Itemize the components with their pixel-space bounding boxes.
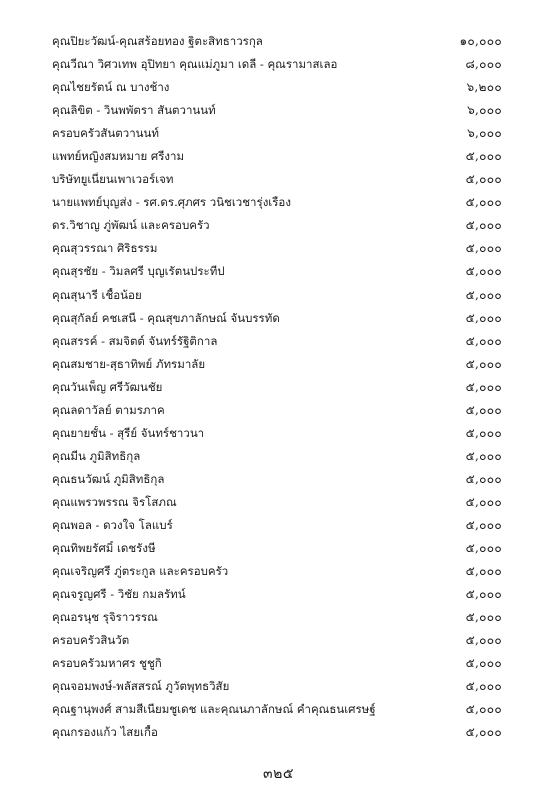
donation-amount: ๕,๐๐๐ bbox=[465, 379, 502, 394]
donor-name: คุณสุกัลย์ คชเสนี - คุณสุขภาลักษณ์ จันบรรทัด bbox=[52, 310, 280, 325]
donor-row bbox=[0, 149, 557, 172]
donor-row bbox=[0, 103, 557, 126]
donor-row bbox=[0, 80, 557, 103]
donation-amount: ๕,๐๐๐ bbox=[465, 610, 502, 625]
donation-amount: ๕,๐๐๐ bbox=[465, 587, 502, 602]
donor-name: คุณจอมพงษ์-พลัสสรณ์ ภูวัตพุทธวิสัย bbox=[52, 679, 230, 694]
donor-name: คุณอรนุช รุจิราวรรณ bbox=[52, 610, 158, 625]
donation-amount: ๕,๐๐๐ bbox=[465, 448, 502, 463]
donation-amount: ๕,๐๐๐ bbox=[465, 702, 502, 717]
donor-name: ดร.วิชาญ ภู่พัฒน์ และครอบครัว bbox=[52, 218, 210, 233]
donor-row bbox=[0, 702, 557, 725]
donor-name: คุณฐานุพงศ์ สามสีเนียมชูเดช และคุณนภาลักษณ์ คำคุณธนเศรษฐ์ bbox=[52, 702, 376, 717]
donation-amount: ๖,๐๐๐ bbox=[467, 103, 502, 118]
donor-list bbox=[0, 34, 557, 748]
donation-amount: ๖,๒๐๐ bbox=[466, 80, 502, 95]
page-number: ๓๒๕ bbox=[263, 766, 294, 782]
donor-name: คุณวีณา วิศวเทพ อุปิทยา คุณแม่ภูมา เดลี - คุณรามาสเลอ bbox=[52, 57, 338, 72]
donor-name: บริษัทยูเนี่ยนเพาเวอร์เจท bbox=[52, 172, 174, 187]
donation-amount: ๕,๐๐๐ bbox=[465, 356, 502, 371]
donation-amount: ๕,๐๐๐ bbox=[465, 218, 502, 233]
donation-amount: ๕,๐๐๐ bbox=[465, 402, 502, 417]
donor-name: คุณสมชาย-สุธาทิพย์ ภัทรมาลัย bbox=[52, 356, 206, 371]
donor-name: คุณลดาวัลย์ ตามรภาค bbox=[52, 402, 165, 417]
donor-row bbox=[0, 241, 557, 264]
donor-name: คุณกรองแก้ว ไสยเกื้อ bbox=[52, 725, 158, 740]
donation-amount: ๕,๐๐๐ bbox=[465, 471, 502, 486]
donation-amount: ๕,๐๐๐ bbox=[465, 679, 502, 694]
donor-name: คุณไชยรัตน์ ณ บางช้าง bbox=[52, 80, 170, 95]
donation-amount: ๖,๐๐๐ bbox=[467, 126, 502, 141]
donor-name: นายแพทย์บุญส่ง - รศ.ดร.ศุภศร วนิชเวชารุ่งเรือง bbox=[52, 195, 291, 210]
donor-row bbox=[0, 34, 557, 57]
donation-amount: ๑๐,๐๐๐ bbox=[459, 34, 502, 48]
donor-row bbox=[0, 725, 557, 748]
donor-row bbox=[0, 403, 557, 426]
donation-amount: ๕,๐๐๐ bbox=[465, 264, 502, 279]
donor-row bbox=[0, 495, 557, 518]
donor-name: คุณเจริญศรี ภู่ตระกูล และครอบครัว bbox=[52, 564, 229, 579]
donor-row bbox=[0, 610, 557, 633]
donor-row bbox=[0, 357, 557, 380]
donor-name: คุณลิขิต - วินพพัตรา สันตวานนท์ bbox=[52, 103, 216, 118]
donation-amount: ๕,๐๐๐ bbox=[465, 656, 502, 671]
donor-name: คุณวันเพ็ญ ศรีวัฒนชัย bbox=[52, 379, 163, 394]
donor-name: คุณยายชั้น - สุรีย์ จันทร์ชาวนา bbox=[52, 425, 205, 440]
donor-row bbox=[0, 264, 557, 287]
donor-row bbox=[0, 633, 557, 656]
donor-row bbox=[0, 311, 557, 334]
donation-amount: ๕,๐๐๐ bbox=[465, 633, 502, 648]
donation-amount: ๕,๐๐๐ bbox=[465, 725, 502, 740]
donor-name: คุณธนวัฒน์ ภูมิสิทธิกุล bbox=[52, 471, 165, 486]
donor-name: คุณสุรชัย - วิมลศรี บุญเรัตนประทีป bbox=[52, 264, 225, 279]
donor-name: คุณแพรวพรรณ จิรโสภณ bbox=[52, 494, 177, 509]
donor-row bbox=[0, 679, 557, 702]
donor-row bbox=[0, 288, 557, 311]
donor-name: คุณพอล - ดวงใจ โลแบร์ bbox=[52, 517, 173, 532]
donor-name: คุณทิพยรัศมิ์ เดชรังษี bbox=[52, 541, 156, 556]
donation-amount: ๕,๐๐๐ bbox=[465, 241, 502, 256]
donor-row bbox=[0, 587, 557, 610]
donor-row bbox=[0, 472, 557, 495]
donation-amount: ๕,๐๐๐ bbox=[465, 564, 502, 579]
donor-row bbox=[0, 449, 557, 472]
donor-name: คุณสุวรรณา ศิริธรรม bbox=[52, 241, 158, 256]
donor-row bbox=[0, 564, 557, 587]
donation-amount: ๕,๐๐๐ bbox=[465, 517, 502, 532]
donor-name: แพทย์หญิงสมหมาย ศรีงาม bbox=[52, 149, 185, 164]
donor-row bbox=[0, 57, 557, 80]
donor-name: ครอบครัวสินวัต bbox=[52, 633, 130, 648]
donor-row bbox=[0, 334, 557, 357]
donor-row bbox=[0, 518, 557, 541]
donor-row bbox=[0, 541, 557, 564]
donation-amount: ๕,๐๐๐ bbox=[465, 195, 502, 210]
donation-amount: ๕,๐๐๐ bbox=[465, 172, 502, 187]
donor-row bbox=[0, 380, 557, 403]
donation-amount: ๕,๐๐๐ bbox=[465, 494, 502, 509]
donor-row bbox=[0, 218, 557, 241]
donation-amount: ๘,๐๐๐ bbox=[465, 57, 502, 72]
donor-row bbox=[0, 656, 557, 679]
donor-name: คุณสรรค์ - สมจิตต์ จันทร์รัฐิติกาล bbox=[52, 333, 218, 348]
donation-amount: ๕,๐๐๐ bbox=[465, 541, 502, 556]
donor-row bbox=[0, 126, 557, 149]
donor-name: คุณจรูญศรี - วิชัย กมลรัทน์ bbox=[52, 587, 186, 602]
donor-row bbox=[0, 426, 557, 449]
donor-name: คุณปิยะวัฒน์-คุณสร้อยทอง ฐิตะสิทธาวรกุล bbox=[52, 34, 263, 48]
donor-row bbox=[0, 172, 557, 195]
donation-amount: ๕,๐๐๐ bbox=[465, 287, 502, 302]
donor-name: คุณมีน ภูมิสิทธิกุล bbox=[52, 448, 141, 463]
donation-amount: ๕,๐๐๐ bbox=[465, 425, 502, 440]
donor-name: ครอบครัวสันตวานนท์ bbox=[52, 126, 159, 141]
donor-name: ครอบครัวมหาศร ชูชูกิ bbox=[52, 656, 162, 671]
donation-amount: ๕,๐๐๐ bbox=[465, 149, 502, 164]
donation-amount: ๕,๐๐๐ bbox=[465, 310, 502, 325]
donor-row bbox=[0, 195, 557, 218]
donor-name: คุณสุนารี เชื้อน้อย bbox=[52, 287, 142, 302]
donation-amount: ๕,๐๐๐ bbox=[465, 333, 502, 348]
